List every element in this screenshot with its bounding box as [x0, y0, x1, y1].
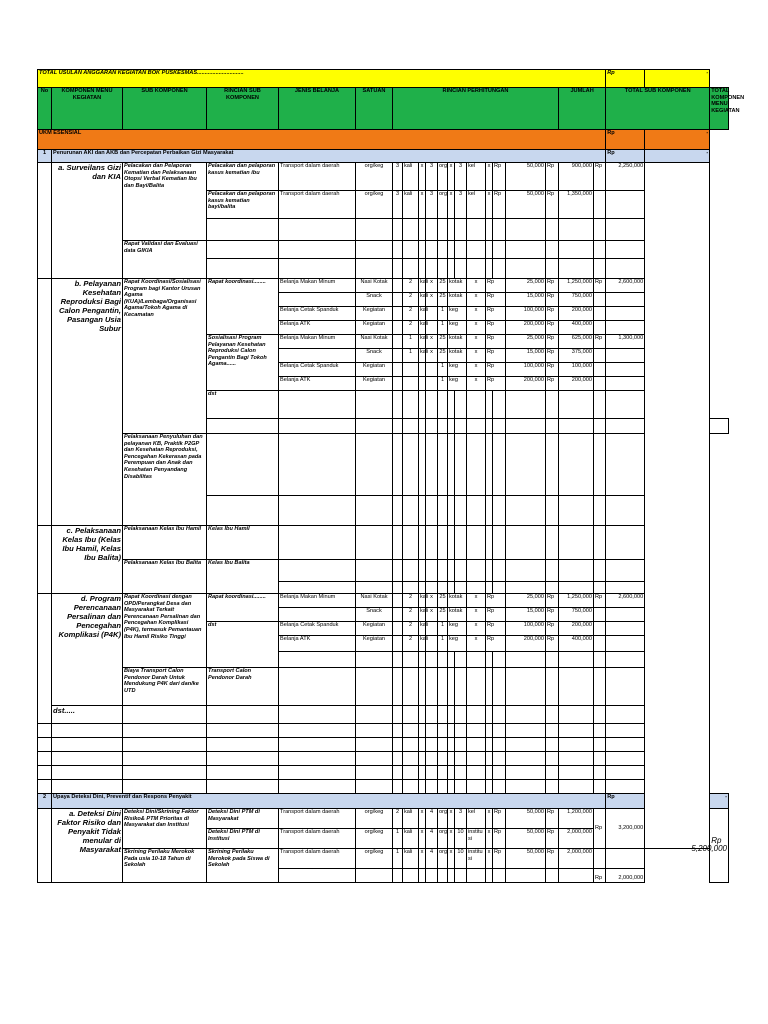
jenis-belanja: Transport dalam daerah [279, 163, 356, 191]
sub-komponen-a2-2: Skrining Perilaku Merokok Pada usia 10-18 Tahun di Sekolah [123, 849, 207, 883]
jumlah-value: 625,000 [559, 335, 594, 349]
col-satuan: SATUAN [356, 88, 393, 130]
total-sub-value: 2,250,000 [606, 163, 645, 191]
jumlah-value: 750,000 [559, 293, 594, 307]
komponen-c1: c. Pelaksanaan Kelas Ibu (Kelas Ibu Hamil, Kelas Ibu Balita) [52, 526, 123, 594]
sub-komponen-a2-1: Deteksi Dini/Skrining Faktor Risiko& PTM Prioritas di Masyarakat dan Institusi [123, 809, 207, 849]
section-2-no: 2 [38, 794, 52, 809]
col-total-komponen: TOTAL KOMPONEN MENU KEGIATAN [710, 88, 729, 130]
total-sub-value: 3,200,000 [606, 809, 645, 849]
rincian-sub-a2-1: Deteksi Dini PTM di Masyarakat [207, 809, 279, 829]
sub-komponen-d1-2: Biaya Transport Calon Pendonor Darah Untuk Mendukung P4K dari dan/ke UTD [123, 668, 207, 706]
page-title: TOTAL USULAN ANGGARAN KEGIATAN BOK PUSKESMAS.............................. [38, 70, 606, 88]
jumlah-value: 1,200,000 [559, 809, 594, 829]
section-1-no: 1 [38, 150, 52, 163]
ukm-esensial-label: UKM ESENSIAL [38, 130, 606, 150]
jumlah-value: 750,000 [559, 608, 594, 622]
sub-komponen-a1-2: Rapat Validasi dan Evaluasi data GIKIA [123, 241, 207, 279]
ukm-total: - [645, 130, 710, 150]
jumlah-value: 100,000 [559, 363, 594, 377]
col-rincian-sub: RINCIAN SUB KOMPONEN [207, 88, 279, 130]
budget-sheet [37, 69, 745, 883]
sub-komponen-b1-2: Pelaksanaan Penyuluhan dan pelayanan KB, Praktik P2GP dan Kesehatan Reproduksi, Pencegahan Kekerasan pada Perempuan dan Anak dan Kesehatan Penyandang Disabilitas [123, 434, 207, 526]
komponen-a1: a. Surveilans Gizi dan KIA [52, 163, 123, 279]
rincian-sub-c1-2: Kelas Ibu Balita [207, 560, 279, 594]
rincian-sub-d1-3: Transport Calon Pendonor Darah [207, 668, 279, 706]
col-no: No [38, 88, 52, 130]
total-sub-value: 2,000,000 [606, 869, 645, 883]
rincian-sub-b1-2: Sosialisasi Program Pelayanan Kesehatan Reproduksi Calon Pengantin Bagi Tokoh Agama...... [207, 335, 279, 391]
jumlah-value: 400,000 [559, 636, 594, 652]
sub-komponen-b1-1: Rapat Koordinasi/Sosialisasi Program bagi Kantor Urusan Agama (KUA)/Lembaga/Organisasi Agama/Tokoh Agama di Kecamatan [123, 279, 207, 434]
col-rincian-perhitungan: RINCIAN PERHITUNGAN [393, 88, 559, 130]
section-1-total: - [645, 150, 710, 163]
title-total: - [645, 70, 710, 88]
sub-komponen-d1-1: Rapat Koordinasi dengan OPD/Perangkat Desa dan Masyarakat Terkait Perencanaan Persalinan dan Pencegahan Komplikasi (P4K), termasuk Pemantauan Ibu Hamil Risiko Tinggi [123, 594, 207, 668]
sub-komponen-c1-1: Pelaksanaan Kelas Ibu Hamil [123, 526, 207, 560]
ukm-rp: Rp [606, 130, 645, 150]
sub-komponen-c1-2: Pelaksanaan Kelas Ibu Balita [123, 560, 207, 594]
dst-label: dst..... [52, 706, 123, 724]
jumlah-value: 200,000 [559, 622, 594, 636]
section-2-title: Upaya Deteksi Dini, Preventif dan Respons Penyakit [52, 794, 606, 809]
jumlah-value: 900,000 [559, 163, 594, 191]
komponen-a2: a. Deteksi Dini Faktor Risiko dan Penyakit Tidak menular di Masyarakat [52, 809, 123, 883]
rincian-sub-a1-2: Pelacakan dan pelaporan kasus kematian bayi/balita [207, 191, 279, 219]
col-total-sub: TOTAL SUB KOMPONEN [606, 88, 710, 130]
section-1-title: Penurunan AKI dan AKB dan Percepatan Perbaikan Gizi Masyarakat [52, 150, 606, 163]
total-komponen-a2: Rp 5,200,000 [710, 809, 729, 883]
rincian-sub-b1-1: Rapat koordinasi........ [207, 279, 279, 335]
title-rp: Rp [606, 70, 645, 88]
sub-komponen-a1-1: Pelacakan dan Pelaporan Kematian dan Pelaksanaan Otopsi Verbal Kematian Ibu dan Bayi/Balita [123, 163, 207, 241]
rincian-sub-a1-1: Pelacakan dan pelaporan kasus kematian ibu [207, 163, 279, 191]
section-2-rp: Rp [606, 794, 645, 809]
rincian-sub-a2-3: Skrining Perilaku Merokok pada Siswa di Sekolah [207, 849, 279, 883]
col-komponen: KOMPONEN MENU KEGIATAN [52, 88, 123, 130]
jumlah-value: 1,350,000 [559, 191, 594, 219]
komponen-b1: b. Pelayanan Kesehatan Reproduksi Bagi Calon Pengantin, Pasangan Usia Subur [52, 279, 123, 526]
jumlah-value: 200,000 [559, 377, 594, 391]
jumlah-value: 375,000 [559, 349, 594, 363]
col-jumlah: JUMLAH [559, 88, 606, 130]
komponen-d1: d. Program Perencanaan Persalinan dan Pencegahan Komplikasi (P4K) [52, 594, 123, 706]
budget-table: TOTAL USULAN ANGGARAN KEGIATAN BOK PUSKESMAS.............................. Rp - No KOMPONEN MENU KEGIATAN SUB KOMPONEN RINCIAN SUB KOMPONEN JENIS BELANJA SATUAN RINCIAN PERHITUNGAN JUMLAH TOTAL SUB KOMPONEN TOTAL KOMPONEN MENU KEGIATAN UKM ESENSIAL Rp - 1 Penurunan AKI dan AKB dan Percepatan Perbaikan Gizi Masyarakat Rp - a. Surveilans Gizi dan KIA Pelacakan dan Pelaporan Kematian dan Pelaksanaan Otopsi Verbal Kematian Ibu dan Bayi/Balita Pelacakan dan pelaporan kasus kematian ibu Transport dalam daerah org/keg 3 kali x 3 org x 3 kel x Rp 50,000 Rp 900,000 Rp 2,250,000 Pelacakan dan pelaporan kasus kematian bayi/balita Transport dalam daerah org/keg 3 kali x 3 org x 3 kel x Rp 50,000 Rp 1,350,000 Rapat Validasi dan Evaluasi data GIKIA b. Pelayanan Kesehatan Reproduksi Bagi Calon Pengantin, Pasangan Usia Subur Rapat Koordinasi/Sosialisasi Program bagi Kantor Urusan Agama (KUA)/Lembaga/Organisasi Agama/Tokoh Agama di Kecamatan Rapat koordinasi........ Belanja Makan Minum Nasi Kotak 2 kali x 25 kotak x Rp 25,000 Rp 1,250,000 Rp 2,600,000 Snack 2 kali x 25 kotak x Rp 15,000 Rp 750,000 Belanja Cetak Spanduk Kegiatan 2 kali 1 keg x Rp 100,000 Rp 200,000 Belanja ATK Kegiatan 2 kali 1 keg x Rp 200,000 Rp 400,000 Sosialisasi Program Pelayanan Kesehatan Reproduksi Calon Pengantin Bagi Tokoh Agama...... Belanja Makan Minum Nasi Kotak 1 kali x 25 kotak x Rp 25,000 Rp 625,000 Rp 1,300,000 Snack 1 kali x 25 kotak x Rp 15,000 Rp 375,000 Belanja Cetak Spanduk Kegiatan 1 keg x Rp 100,000 Rp 100,000 Belanja ATK Kegiatan 1 keg x Rp 200,000 Rp 200,000 dst Pelaksanaan Penyuluhan dan pelayanan KB, Praktik P2GP dan Kesehatan Reproduksi, Pencegahan Kekerasan pada Perempuan dan Anak dan Kesehatan Penyandang Disabilitas c. Pelaksanaan Kelas Ibu (Kelas Ibu Hamil, Kelas Ibu Balita) Pelaksanaan Kelas Ibu Hamil Kelas Ibu Hamil Pelaksanaan Kelas Ibu Balita Kelas Ibu Balita d. Program Perencanaan Persalinan dan Pencegahan Komplikasi (P4K) Rapat Koordinasi dengan OPD/Perangkat Desa dan Masyarakat Terkait Perencanaan Persalinan dan Pencegahan Komplikasi (P4K), termasuk Pemantauan Ibu Hamil Risiko Tinggi Rapat koordinasi........ Belanja Makan Minum Nasi Kotak 2 kali x 25 kotak x Rp 25,000 Rp 1,250,000 Rp 2,600,000 Snack 2 kali x 25 kotak x Rp 15,000 Rp 750,000 dst Belanja Cetak Spanduk Kegiatan 2 kali 1 keg x Rp 100,000 Rp 200,000 Belanja ATK Kegiatan 2 kali 1 keg x Rp 200,000 Rp 400,000 Biaya Transport Calon Pendonor Darah Untuk Mendukung P4K dari dan/ke UTD Transport Calon Pendonor Darah dst..... 2 Upaya Deteksi Dini, Preventif dan Respons Penyakit Rp - a. Deteksi Dini Faktor Risiko dan Penyakit Tidak menular di Masyarakat Deteksi Dini/Skrining Faktor Risiko& PTM Prioritas di Masyarakat dan Institusi Deteksi Dini PTM di Masyarakat Transport dalam daerah org/keg 2 kali x 4 org x 3 kel x Rp 50,000 Rp 1,200,000 Rp 3,200,000 Rp 5,200,000 Deteksi Dini PTM di Institusi Transport dalam daerah org/keg 1 kali x 4 org x 10 institu si x Rp 50,000 Rp 2,000,000 Skrining Perilaku Merokok Pada usia 10-18 Tahun di Sekolah Skrining Perilaku Merokok pada Siswa di Sekolah Transport dalam daerah org/keg 1 kali x 4 org x 10 institu si x Rp 50,000 Rp 2,000,000 Rp 2,000,000 [39, 70, 745, 882]
rincian-sub-d1-1: Rapat koordinasi........ [207, 594, 279, 622]
col-jenis: JENIS BELANJA [279, 88, 356, 130]
col-sub: SUB KOMPONEN [123, 88, 207, 130]
rincian-sub-c1-1: Kelas Ibu Hamil [207, 526, 279, 560]
total-sub-value: 1,300,000 [606, 335, 645, 349]
total-sub-value: 2,600,000 [606, 594, 645, 608]
total-sub-value: 2,600,000 [606, 279, 645, 293]
jumlah-value: 400,000 [559, 321, 594, 335]
jumlah-value: 2,000,000 [559, 829, 594, 849]
rincian-sub-b1-3: dst [207, 391, 279, 419]
jumlah-value: 1,250,000 [559, 279, 594, 293]
rincian-sub-d1-2: dst [207, 622, 279, 668]
section-2-total: - [710, 794, 729, 809]
section-1-rp: Rp [606, 150, 645, 163]
jumlah-value: 1,250,000 [559, 594, 594, 608]
jumlah-value: 200,000 [559, 307, 594, 321]
rincian-sub-a2-2: Deteksi Dini PTM di Institusi [207, 829, 279, 849]
jumlah-value: 2,000,000 [559, 849, 594, 869]
